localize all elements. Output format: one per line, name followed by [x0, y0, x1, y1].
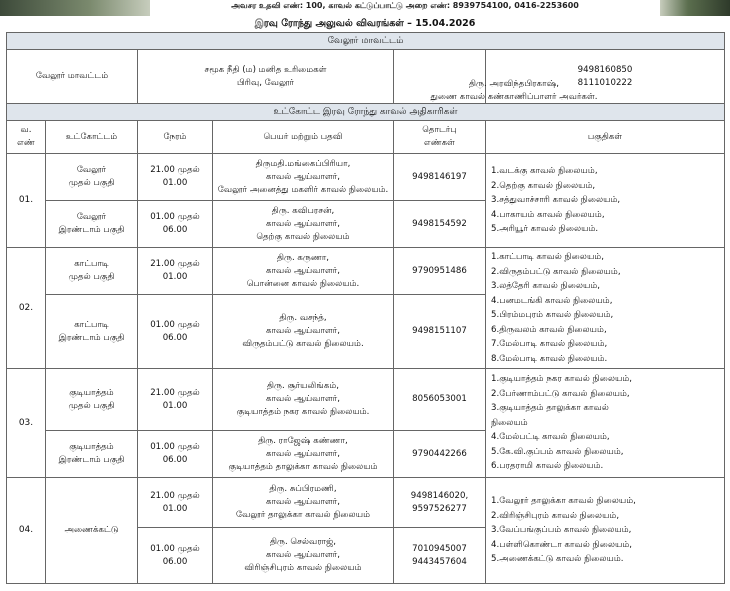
table-row — [7, 248, 725, 295]
section-band — [7, 104, 725, 121]
time-cell: 21.00 முதல் 01.00 — [138, 248, 213, 295]
phone-cell: 7010945007 9443457604 — [394, 528, 486, 584]
subdivision-cell: காட்பாடி முதல் பகுதி — [46, 248, 138, 295]
table-row — [7, 369, 725, 431]
report-title: இரவு ரோந்து அலுவல் விவரங்கள் – 15.04.2026 — [254, 18, 476, 29]
phone-cell: 9790442266 — [394, 431, 486, 478]
time-cell: 21.00 முதல் 01.00 — [138, 478, 213, 528]
phone-cell: 9498146197 — [394, 154, 486, 201]
district-officer: திரு. அரவிந்தபிரகாஷ், துணை காவல் கண்காணிப்பாளர் அவர்கள். — [430, 79, 598, 102]
subdivision-cell: வேலூர் இரண்டாம் பகுதி — [46, 201, 138, 248]
time-cell: 21.00 முதல் 01.00 — [138, 369, 213, 431]
header-banner — [0, 0, 730, 16]
table-row — [7, 478, 725, 528]
areas-cell: 1.வடக்கு காவல் நிலையம், 2.தெற்கு காவல் நிலையம், 3.சத்துவாச்சாரி காவல் நிலையம், 4.பாகாயம் காவல் நிலையம், 5.அரியூர் காவல் நிலையம். — [486, 154, 725, 248]
serial-number: 03. — [7, 369, 46, 478]
officer-cell: திரு. கவிபரசன், காவல் ஆய்வாளர், தெற்கு காவல் நிலையம் — [213, 201, 394, 248]
officer-cell: திரு. சுப்பிரமணி, காவல் ஆய்வாளர், வேலூர் தாலுக்கா காவல் நிலையம் — [213, 478, 394, 528]
subdivision-cell: வேலூர் முதல் பகுதி — [46, 154, 138, 201]
time-cell: 21.00 முதல் 01.00 — [138, 154, 213, 201]
header-subdivision: உட்கோட்டம் — [46, 121, 138, 154]
district-phone: 9498160850 8111010222 — [486, 50, 725, 104]
serial-number: 04. — [7, 478, 46, 584]
officer-cell: திருமதி.மங்கைப்பிரியா, காவல் ஆய்வாளர், வேலூர் அனைத்து மகளிர் காவல் நிலையம். — [213, 154, 394, 201]
time-cell: 01.00 முதல் 06.00 — [138, 201, 213, 248]
subdivision-cell: காட்பாடி இரண்டாம் பகுதி — [46, 295, 138, 369]
section-title: உட்கோட்ட இரவு ரோந்து காவல் அதிகாரிகள் — [7, 104, 725, 121]
time-cell: 01.00 முதல் 06.00 — [138, 295, 213, 369]
column-header-row — [7, 121, 725, 154]
district-band — [7, 33, 725, 50]
header-areas: பகுதிகள் — [486, 121, 725, 154]
district-title: வேலூர் மாவட்டம் — [7, 33, 725, 50]
time-cell: 01.00 முதல் 06.00 — [138, 528, 213, 584]
areas-cell: 1.குடியாத்தம் நகர காவல் நிலையம், 2.பேர்ணாம்பட்டு காவல் நிலையம், 3.குடியாத்தம் தாலுக்கா காவல் நிலையம் 4.மேல்பட்டி காவல் நிலையம், 5.கே.வி.குப்பம் காவல் நிலையம், 6.பரதராமி காவல் நிலையம். — [486, 369, 725, 478]
phone-cell: 9498154592 — [394, 201, 486, 248]
banner-text: அவசர உதவி எண்: 100, காவல் கட்டுப்பாட்டு அறை எண்: 8939754100, 0416-2253600 — [231, 1, 579, 10]
header-contact: தொடர்பு எண்கள் — [394, 121, 486, 154]
phone-cell: 9498146020, 9597526277 — [394, 478, 486, 528]
district-row — [7, 50, 725, 104]
officer-cell: திரு. சூர்யலிங்கம், காவல் ஆய்வாளர், குடியாத்தம் நகர காவல் நிலையம். — [213, 369, 394, 431]
serial-number: 02. — [7, 248, 46, 369]
officer-cell: திரு. செல்வராஜ், காவல் ஆய்வாளர், விரிஞ்சிபுரம் காவல் நிலையம் — [213, 528, 394, 584]
header-serial: வ. எண் — [7, 121, 46, 154]
officer-cell: திரு. ராஜேஷ் கண்ணா, காவல் ஆய்வாளர், குடியாத்தம் தாலுக்கா காவல் நிலையம் — [213, 431, 394, 478]
phone-cell: 9498151107 — [394, 295, 486, 369]
serial-number: 01. — [7, 154, 46, 248]
time-cell: 01.00 முதல் 06.00 — [138, 431, 213, 478]
officer-cell: திரு. வசந்த், காவல் ஆய்வாளர், விருதம்பட்டு காவல் நிலையம். — [213, 295, 394, 369]
phone-cell: 8056053001 — [394, 369, 486, 431]
subdivision-cell: குடியாத்தம் முதல் பகுதி — [46, 369, 138, 431]
patrol-table — [6, 32, 725, 584]
district-label: வேலூர் மாவட்டம் — [7, 50, 138, 104]
subdivision-cell: அணைக்கட்டு — [46, 478, 138, 584]
subdivision-cell: குடியாத்தம் இரண்டாம் பகுதி — [46, 431, 138, 478]
table-row — [7, 154, 725, 201]
areas-cell: 1.காட்பாடி காவல் நிலையம், 2.விருதம்பட்டு காவல் நிலையம், 3.லத்தேரி காவல் நிலையம், 4.பனமடங்கி காவல் நிலையம், 5.பிரம்மபுரம் காவல் நிலையம், 6.திருவலம் காவல் நிலையம், 7.மேல்பாடி காவல் நிலையம், 8.மேல்பாடி காவல் நிலையம். — [486, 248, 725, 369]
district-wing: சமூக நீதி (ம) மனித உரிமைகள் பிரிவு, வேலூர் — [138, 50, 394, 104]
phone-cell: 9790951486 — [394, 248, 486, 295]
banner-photo-right — [660, 0, 730, 16]
banner-photo-left — [0, 0, 150, 16]
header-time: நேரம் — [138, 121, 213, 154]
header-name: பெயர் மற்றும் பதவி — [213, 121, 394, 154]
areas-cell: 1.வேலூர் தாலுக்கா காவல் நிலையம், 2.விரிஞ்சிபுரம் காவல் நிலையம், 3.வேப்பங்குப்பம் காவல் நிலையம், 4.பள்ளிகொண்டா காவல் நிலையம், 5.அணைக்கட்டு காவல் நிலையம். — [486, 478, 725, 584]
officer-cell: திரு. கருணா, காவல் ஆய்வாளர், பொன்னை காவல் நிலையம். — [213, 248, 394, 295]
